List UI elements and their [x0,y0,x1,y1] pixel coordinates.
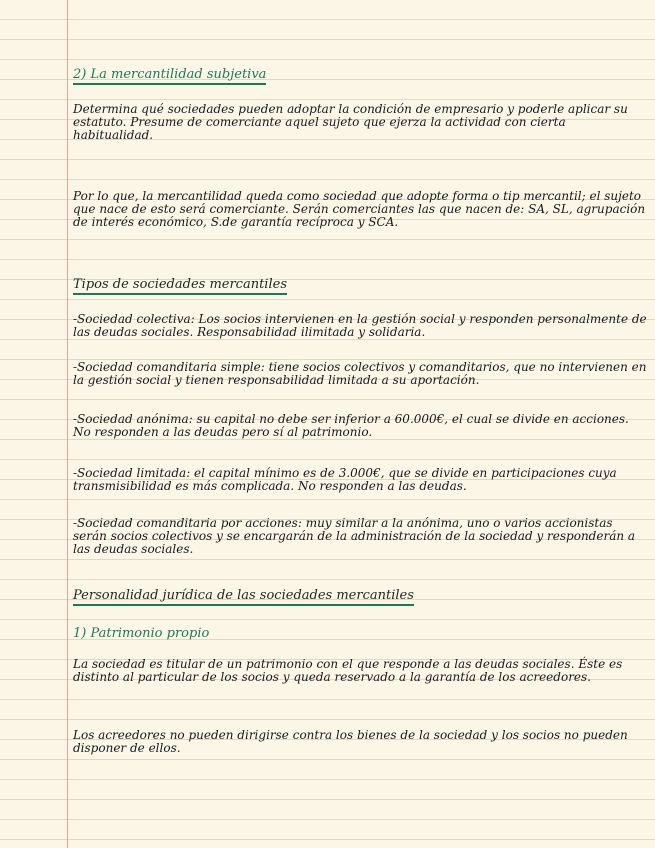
paragraph-2: Por lo que, la mercantilidad queda como sociedad que adopte forma o tip mercantil; el sujeto que nace de esto será comerciante. Serán comerciantes las que nacen de: SA, SL, agrupación de interés económico, S.de garantía recíproca y SCA. [73,189,646,229]
type-colectiva: -Sociedad colectiva: Los socios intervienen en la gestión social y responden personalmente de las deudas sociales. Responsabilidad ilimitada y solidaria. [73,312,647,339]
notebook-margin-line [67,0,68,848]
type-comanditaria-simple: -Sociedad comanditaria simple: tiene socios colectivos y comanditarios, que no intervienen en la gestión social y tienen responsabilidad limitada a su aportación. [73,360,647,387]
type-comanditaria-acciones: -Sociedad comanditaria por acciones: muy similar a la anónima, uno o varios accionistas serán socios colectivos y se encargarán de la administración de la sociedad y responderán a las deudas sociales. [73,516,636,556]
heading-personalidad-juridica: Personalidad jurídica de las sociedades mercantiles [73,588,414,606]
handwritten-notes [73,0,649,848]
heading-patrimonio-propio: 1) Patrimonio propio [73,626,210,641]
patrimonio-paragraph-1: La sociedad es titular de un patrimonio con el que responde a las deudas sociales. Éste es distinto al particular de los socios y queda reservado a la garantía de los acreedores. [73,657,623,684]
type-anonima: -Sociedad anónima: su capital no debe ser inferior a 60.000€, el cual se divide en acciones. No responden a las deudas pero sí al patrimonio. [73,412,629,439]
section-heading-mercantilidad: 2) La mercantilidad subjetiva [73,67,266,85]
paragraph-1: Determina qué sociedades pueden adoptar la condición de empresario y poderle aplicar su estatuto. Presume de comerciante aquel sujeto que ejerza la actividad con cierta habitualidad. [73,102,628,142]
patrimonio-paragraph-2: Los acreedores no pueden dirigirse contra los bienes de la sociedad y los socios no pueden disponer de ellos. [73,728,628,755]
heading-tipos-sociedades: Tipos de sociedades mercantiles [73,277,287,295]
type-limitada: -Sociedad limitada: el capital mínimo es de 3.000€, que se divide en participaciones cuya transmisibilidad es más complicada. No responden a las deudas. [73,466,617,493]
